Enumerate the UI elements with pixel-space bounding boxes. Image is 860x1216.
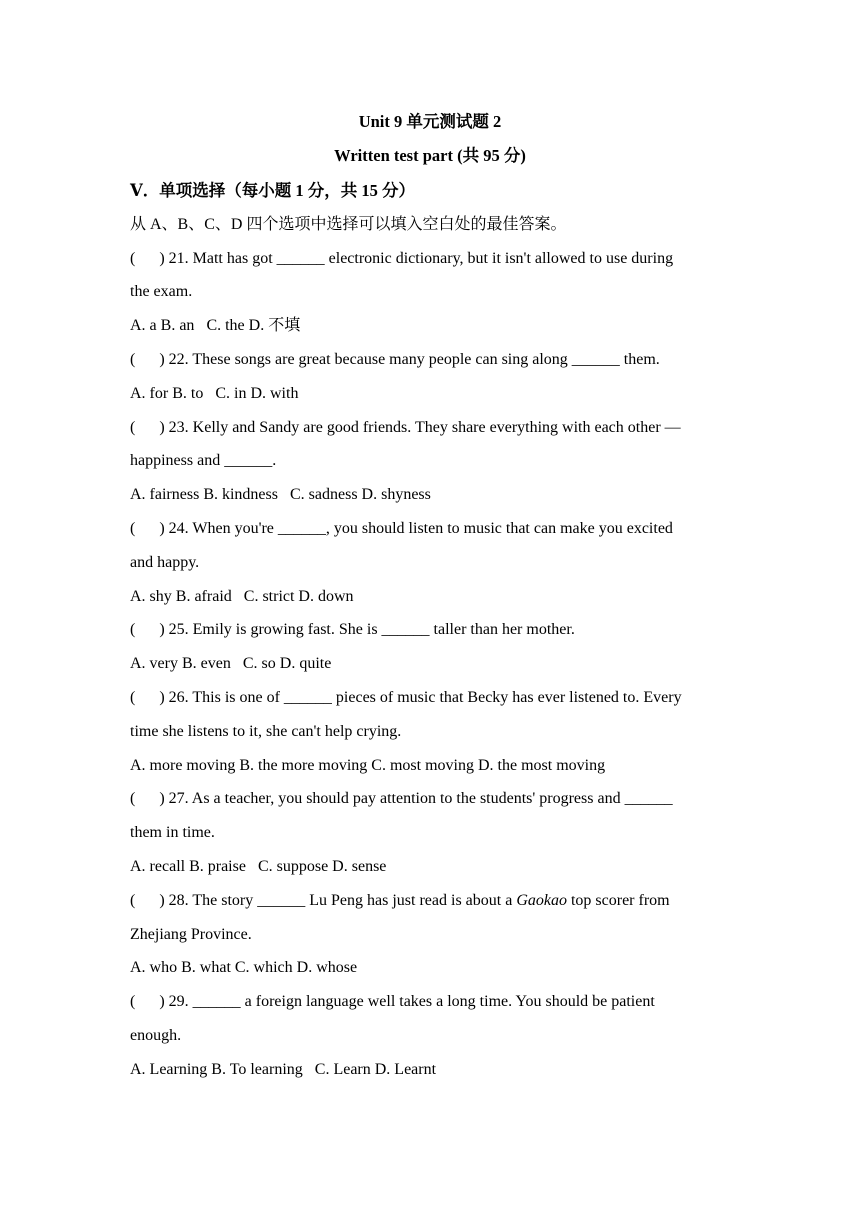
question-26 — [130, 681, 730, 782]
question-25 — [130, 613, 730, 681]
question-22 — [130, 343, 730, 411]
document-body — [130, 174, 730, 1087]
options-first-half: A. recall B. praise — [130, 857, 246, 875]
answer-options: A. more moving B. the more moving C. most moving D. the most moving — [130, 756, 606, 774]
question-text: ( ) 29. ______ a foreign language well takes a long time. You should be patient — [130, 993, 655, 1011]
answer-options: A. who B. what C. which D. whose — [130, 959, 358, 977]
question-text: ( ) 23. Kelly and Sandy are good friends. They share everything with each other — — [130, 418, 681, 436]
italic-term: Gaokao — [516, 891, 567, 909]
question-text: ( ) 26. This is one of ______ pieces of music that Becky has ever listened to. Every — [130, 688, 682, 706]
question-21 — [130, 242, 730, 343]
section-heading: Ⅴ．单项选择（每小题 1 分，共 15 分） — [130, 181, 416, 200]
options-first-half: A. Learning B. To learning — [130, 1060, 303, 1078]
question-text: ( ) 25. Emily is growing fast. She is ______ taller than her mother. — [130, 621, 575, 639]
question-text — [130, 884, 730, 918]
question-text-part: top scorer from — [566, 891, 670, 909]
options-first-half: A. a B. an — [130, 317, 195, 335]
answer-options — [130, 850, 730, 884]
question-text-continued: them in time. — [130, 824, 215, 842]
options-second-half: C. sadness D. shyness — [289, 486, 431, 504]
options-first-half: A. for B. to — [130, 384, 204, 402]
question-text-part: ( ) 28. The story ______ Lu Peng has just read is about a — [130, 891, 517, 909]
question-text-continued: enough. — [130, 1026, 182, 1044]
options-second-half: C. suppose D. sense — [257, 857, 387, 875]
question-text: ( ) 22. These songs are great because many people can sing along ______ them. — [130, 350, 660, 368]
answer-options — [130, 1053, 730, 1087]
answer-options — [130, 309, 730, 343]
options-second-half: C. the D. 不填 — [206, 317, 301, 335]
question-28 — [130, 884, 730, 985]
question-text-continued: happiness and ______. — [130, 452, 277, 470]
question-text-continued: time she listens to it, she can't help crying. — [130, 722, 402, 740]
options-first-half: A. very B. even — [130, 655, 231, 673]
question-text-continued: the exam. — [130, 283, 193, 301]
question-23 — [130, 411, 730, 512]
question-text: ( ) 21. Matt has got ______ electronic dictionary, but it isn't allowed to use during — [130, 249, 674, 267]
options-second-half: C. strict D. down — [243, 587, 354, 605]
document-subtitle: Written test part (共 95 分) — [334, 146, 526, 165]
options-second-half: C. in D. with — [215, 384, 299, 402]
options-first-half: A. fairness B. kindness — [130, 486, 278, 504]
document-title: Unit 9 单元测试题 2 — [358, 112, 502, 131]
options-first-half: A. shy B. afraid — [130, 587, 232, 605]
instruction-text: 从 A、B、C、D 四个选项中选择可以填入空白处的最佳答案。 — [130, 215, 567, 233]
question-text-continued: Zhejiang Province. — [130, 925, 252, 943]
question-27 — [130, 782, 730, 883]
answer-options — [130, 478, 730, 512]
question-text: ( ) 27. As a teacher, you should pay attention to the students' progress and ______ — [130, 790, 673, 808]
answer-options — [130, 377, 730, 411]
answer-options — [130, 647, 730, 681]
answer-options — [130, 580, 730, 614]
question-text: ( ) 24. When you're ______, you should listen to music that can make you excited — [130, 519, 673, 537]
options-second-half: C. Learn D. Learnt — [314, 1060, 437, 1078]
question-29 — [130, 985, 730, 1086]
question-24 — [130, 512, 730, 613]
question-text-continued: and happy. — [130, 553, 200, 571]
options-second-half: C. so D. quite — [242, 655, 332, 673]
